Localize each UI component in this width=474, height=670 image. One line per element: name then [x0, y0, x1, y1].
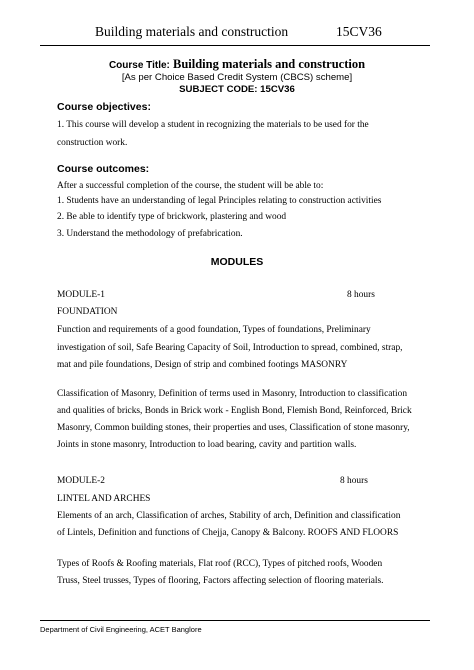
- module2-topic: LINTEL AND ARCHES: [57, 494, 151, 504]
- outcome-item: 3. Understand the methodology of prefabrication.: [57, 229, 243, 239]
- module2-hours: 8 hours: [340, 476, 368, 486]
- course-scheme: [As per Choice Based Credit System (CBCS) scheme]: [121, 72, 353, 83]
- subject-code: SUBJECT CODE: 15CV36: [179, 84, 295, 95]
- module2-para1-line: of Lintels, Definition and functions of Chejja, Canopy & Balcony. ROOFS AND FLOORS: [57, 528, 399, 538]
- header-title: Building materials and construction: [95, 24, 289, 39]
- footer-text: Department of Civil Engineering, ACET Banglore: [40, 625, 202, 634]
- module2-name: MODULE-2: [57, 476, 105, 486]
- module1-topic: FOUNDATION: [57, 307, 118, 317]
- module1-para2-line: and qualities of bricks, Bonds in Brick work - English Bond, Flemish Bond, Reinforced, Brick: [57, 406, 412, 416]
- objectives-heading: Course objectives:: [57, 101, 151, 113]
- module2-para1-line: Elements of an arch, Classification of arches, Stability of arch, Definition and classification: [57, 511, 401, 521]
- footer-divider: [40, 620, 430, 621]
- modules-heading: MODULES: [210, 256, 264, 268]
- header-code: 15CV36: [336, 24, 382, 39]
- module1-para1-line: mat and pile foundations, Design of strip and combined footings MASONRY: [57, 360, 348, 370]
- module1-para2-line: Classification of Masonry, Definition of terms used in Masonry, Introduction to classification: [57, 389, 408, 399]
- course-title-label: Course Title:: [108, 60, 170, 71]
- module1-para2-line: Masonry, Common building stones, their properties and uses, Classification of stone masonry,: [57, 423, 410, 433]
- outcomes-heading: Course outcomes:: [57, 163, 150, 175]
- header-divider: [40, 45, 430, 46]
- objectives-line: 1. This course will develop a student in recognizing the materials to be used for the: [57, 120, 369, 130]
- outcomes-intro: After a successful completion of the course, the student will be able to:: [57, 181, 324, 191]
- course-title: [0, 57, 474, 72]
- module1-hours: 8 hours: [347, 290, 375, 300]
- course-title-value: Building materials and construction: [173, 57, 366, 71]
- module1-para1-line: Function and requirements of a good foundation, Types of foundations, Preliminary: [57, 325, 371, 335]
- module2-para2-line: Types of Roofs & Roofing materials, Flat roof (RCC), Types of pitched roofs, Wooden: [57, 559, 383, 569]
- outcome-item: 1. Students have an understanding of legal Principles relating to construction activities: [57, 196, 382, 206]
- outcome-item: 2. Be able to identify type of brickwork, plastering and wood: [57, 212, 287, 222]
- module1-para1-line: investigation of soil, Safe Bearing Capacity of Soil, Introduction to spread, combined, strap,: [57, 343, 403, 353]
- module2-para2-line: Truss, Steel trusses, Types of flooring, Factors affecting selection of flooring materials.: [57, 576, 384, 586]
- module1-name: MODULE-1: [57, 290, 105, 300]
- module1-para2-line: Joints in stone masonry, Introduction to load bearing, cavity and partition walls.: [57, 440, 357, 450]
- objectives-line: construction work.: [57, 138, 128, 148]
